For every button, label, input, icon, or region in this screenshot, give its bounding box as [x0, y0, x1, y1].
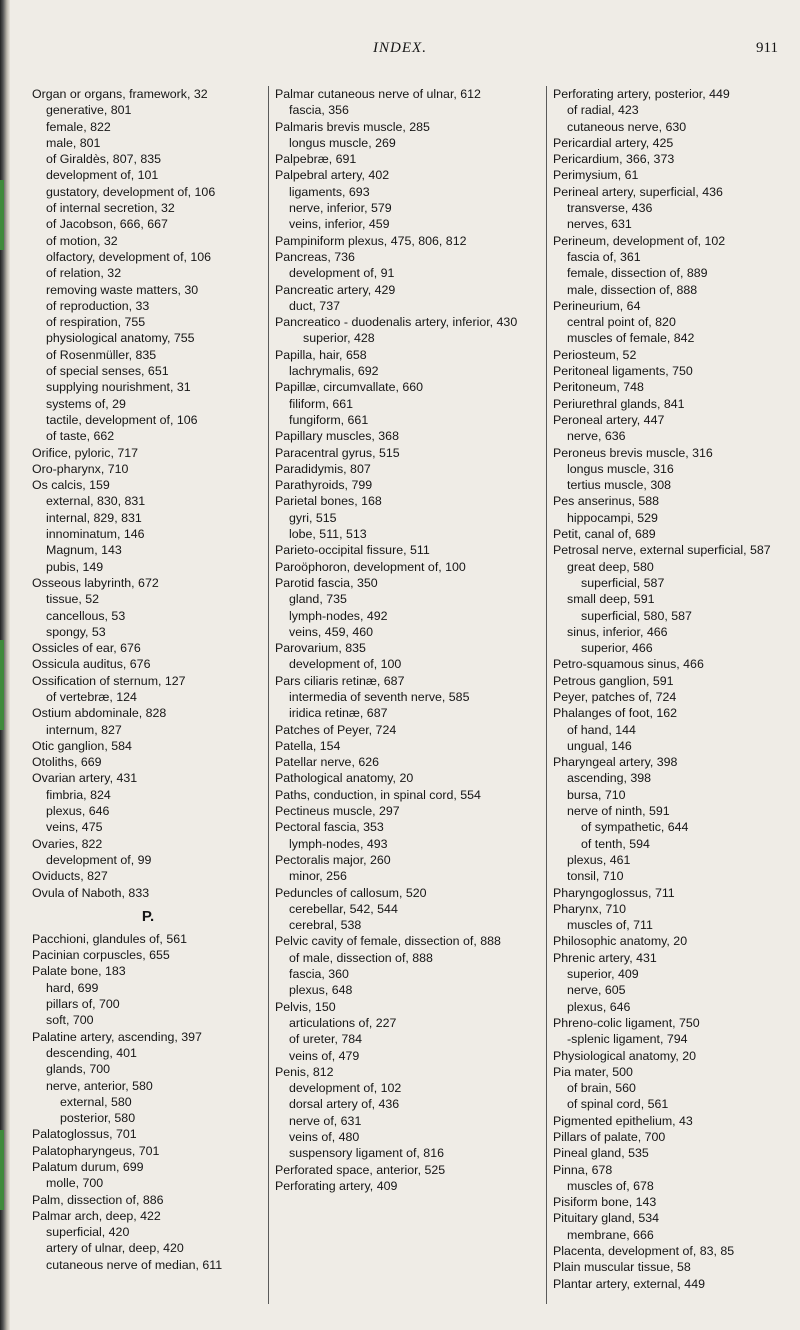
index-entry: Perimysium, 61 [553, 168, 639, 183]
index-entry: Pelvis, 150 [275, 999, 336, 1014]
index-entry: -splenic ligament, 794 [567, 1032, 688, 1047]
index-entry: nerve of, 631 [289, 1113, 362, 1128]
index-entry: central point of, 820 [567, 315, 676, 330]
index-entry: veins, inferior, 459 [289, 217, 390, 232]
index-entry: fascia, 360 [289, 967, 349, 982]
index-entry: Pacchioni, glandules of, 561 [32, 931, 187, 946]
index-entry: Oviducts, 827 [32, 869, 108, 884]
index-entry: Orifice, pyloric, 717 [32, 445, 139, 460]
index-entry: Pancreatico - duodenalis artery, inferior, 430 [275, 315, 518, 330]
index-entry: Perineum, development of, 102 [553, 233, 726, 248]
index-entry: fascia, 356 [289, 103, 349, 118]
index-entry: Petro-squamous sinus, 466 [553, 657, 704, 672]
index-entry: tonsil, 710 [567, 869, 624, 884]
index-entry: veins, 459, 460 [289, 624, 374, 639]
index-entry: supplying nourishment, 31 [46, 380, 191, 395]
index-entry: of tenth, 594 [581, 836, 650, 851]
index-entry: Patella, 154 [275, 738, 341, 753]
index-entry: Peroneus brevis muscle, 316 [553, 445, 713, 460]
index-entry: Pathological anatomy, 20 [275, 771, 414, 786]
index-entry: of taste, 662 [46, 429, 115, 444]
index-entry: Parotid fascia, 350 [275, 575, 378, 590]
index-entry: Ostium abdominale, 828 [32, 706, 167, 721]
index-entry: Palmaris brevis muscle, 285 [275, 119, 430, 134]
index-entry: nerves, 631 [567, 217, 632, 232]
index-entry: of vertebræ, 124 [46, 689, 137, 704]
index-entry: Papillæ, circumvallate, 660 [275, 380, 424, 395]
index-entry: transverse, 436 [567, 201, 653, 216]
index-entry: Pia mater, 500 [553, 1064, 633, 1079]
index-entry: minor, 256 [289, 869, 347, 884]
index-entry: nerve, 605 [567, 983, 626, 998]
index-entry: Petrosal nerve, external superficial, 587 [553, 543, 771, 558]
index-entry: Peyer, patches of, 724 [553, 689, 677, 704]
index-entry: of Jacobson, 666, 667 [46, 217, 168, 232]
index-entry: nerve, anterior, 580 [46, 1078, 153, 1093]
index-entry: Petit, canal of, 689 [553, 527, 656, 542]
index-entry: Pineal gland, 535 [553, 1146, 649, 1161]
index-entry: Peritoneum, 748 [553, 380, 644, 395]
index-entry: development of, 100 [289, 657, 402, 672]
index-entry: Pigmented epithelium, 43 [553, 1113, 693, 1128]
index-entry: Perineurium, 64 [553, 298, 641, 313]
index-entry: Placenta, development of, 83, 85 [553, 1244, 735, 1259]
index-entry: Ovula of Naboth, 833 [32, 885, 150, 900]
index-entry: Pharyngeal artery, 398 [553, 755, 678, 770]
index-entry: articulations of, 227 [289, 1015, 397, 1030]
index-entry: Organ or organs, framework, 32 [32, 87, 208, 101]
index-entry: iridica retinæ, 687 [289, 706, 388, 721]
index-entry: cutaneous nerve, 630 [567, 119, 687, 134]
index-entry: small deep, 591 [567, 592, 655, 607]
index-entry: Paradidymis, 807 [275, 461, 371, 476]
index-entry: Perforating artery, 409 [275, 1178, 398, 1193]
index-entry: development of, 101 [46, 168, 159, 183]
index-entry: intermedia of seventh nerve, 585 [289, 689, 470, 704]
index-entry: cerebellar, 542, 544 [289, 901, 398, 916]
index-entry: development of, 91 [289, 266, 395, 281]
index-entry: Parieto-occipital fissure, 511 [275, 543, 430, 558]
index-entry: Parovarium, 835 [275, 641, 366, 656]
index-entry: Palpebral artery, 402 [275, 168, 390, 183]
index-entry: Patellar nerve, 626 [275, 755, 380, 770]
index-entry: muscles of, 711 [567, 918, 653, 933]
index-entry: Ossification of sternum, 127 [32, 673, 186, 688]
index-entry: Pampiniform plexus, 475, 806, 812 [275, 233, 467, 248]
index-entry: Pancreas, 736 [275, 249, 355, 264]
index-entry: Pillars of palate, 700 [553, 1130, 666, 1144]
index-entry: Ovarian artery, 431 [32, 771, 138, 786]
index-entry: Philosophic anatomy, 20 [553, 934, 688, 949]
index-entry: Pectineus muscle, 297 [275, 804, 400, 819]
column-rule [268, 86, 269, 1304]
index-entry: external, 830, 831 [46, 494, 146, 509]
index-entry: male, 801 [46, 135, 101, 150]
index-entry: development of, 99 [46, 852, 152, 867]
index-entry: tertius muscle, 308 [567, 478, 671, 493]
index-entry: of internal secretion, 32 [46, 201, 175, 216]
running-title: INDEX. [373, 40, 427, 56]
index-entry: lobe, 511, 513 [289, 527, 367, 542]
column-rule [546, 86, 547, 1304]
index-entry: longus muscle, 316 [567, 461, 674, 476]
index-entry: sinus, inferior, 466 [567, 624, 668, 639]
index-entry: dorsal artery of, 436 [289, 1097, 400, 1112]
index-entry: soft, 700 [46, 1013, 94, 1028]
index-entry: gyri, 515 [289, 510, 337, 525]
index-entry: Otic ganglion, 584 [32, 738, 132, 753]
index-entry: fimbria, 824 [46, 787, 111, 802]
index-entry: muscles of female, 842 [567, 331, 695, 346]
index-entry: Pericardial artery, 425 [553, 135, 674, 150]
index-entry: fascia of, 361 [567, 249, 641, 264]
index-entry: Ovaries, 822 [32, 836, 103, 851]
index-entry: Paths, conduction, in spinal cord, 554 [275, 787, 481, 802]
index-entry: Palmar cutaneous nerve of ulnar, 612 [275, 87, 481, 101]
index-entry: Paracentral gyrus, 515 [275, 445, 400, 460]
index-entry: gustatory, development of, 106 [46, 184, 216, 199]
index-entry: of hand, 144 [567, 722, 636, 737]
index-entry: Pericardium, 366, 373 [553, 152, 675, 167]
index-entry: Palatopharyngeus, 701 [32, 1143, 160, 1158]
index-entry: Parietal bones, 168 [275, 494, 382, 509]
index-entry: of relation, 32 [46, 266, 122, 281]
index-entry: external, 580 [60, 1094, 132, 1109]
index-entry: superficial, 587 [581, 575, 665, 590]
index-entry: Physiological anatomy, 20 [553, 1048, 697, 1063]
index-entry: tactile, development of, 106 [46, 412, 198, 427]
binding-thread-mark [0, 180, 4, 250]
index-entry: removing waste matters, 30 [46, 282, 199, 297]
index-entry: ligaments, 693 [289, 184, 370, 199]
index-entry: cerebral, 538 [289, 918, 362, 933]
binding-thread-mark [0, 1130, 4, 1210]
index-entry: Pharynx, 710 [553, 901, 627, 916]
index-entry: development of, 102 [289, 1081, 402, 1096]
index-entry: ungual, 146 [567, 738, 632, 753]
index-entry: Parathyroids, 799 [275, 478, 373, 493]
page-header [0, 40, 800, 60]
index-entry: lymph-nodes, 493 [289, 836, 388, 851]
index-entry: physiological anatomy, 755 [46, 331, 195, 346]
index-column-2 [275, 86, 539, 1306]
index-entry: plexus, 646 [567, 999, 631, 1014]
index-entry: Pituitary gland, 534 [553, 1211, 660, 1226]
index-entry: Perforated space, anterior, 525 [275, 1162, 446, 1177]
index-entry: plexus, 646 [46, 804, 110, 819]
index-entry: superior, 409 [567, 967, 639, 982]
index-entry: Pectoralis major, 260 [275, 852, 391, 867]
index-entry: Phalanges of foot, 162 [553, 706, 678, 721]
index-entry: Pacinian corpuscles, 655 [32, 948, 170, 963]
index-entry: muscles of, 678 [567, 1178, 654, 1193]
index-entry: Periurethral glands, 841 [553, 396, 685, 411]
index-entry: plexus, 648 [289, 983, 353, 998]
index-entry: Pinna, 678 [553, 1162, 613, 1177]
index-entry: lymph-nodes, 492 [289, 608, 388, 623]
index-entry: of ureter, 784 [289, 1032, 363, 1047]
index-entry: Plantar artery, external, 449 [553, 1276, 705, 1291]
index-entry: Peduncles of callosum, 520 [275, 885, 427, 900]
index-entry: Pisiform bone, 143 [553, 1195, 657, 1210]
index-entry: Pelvic cavity of female, dissection of, 888 [275, 934, 501, 949]
index-entry: posterior, 580 [60, 1111, 136, 1126]
index-entry: of male, dissection of, 888 [289, 950, 433, 965]
index-entry: longus muscle, 269 [289, 135, 396, 150]
index-entry: Palatine artery, ascending, 397 [32, 1029, 202, 1044]
index-entry: Papilla, hair, 658 [275, 347, 367, 362]
index-entry: Phrenic artery, 431 [553, 950, 657, 965]
index-entry: Petrous ganglion, 591 [553, 673, 674, 688]
index-entry: of special senses, 651 [46, 364, 169, 379]
index-entry: veins of, 480 [289, 1130, 360, 1144]
index-entry: female, dissection of, 889 [567, 266, 708, 281]
index-entry: Papillary muscles, 368 [275, 429, 399, 444]
index-entry: descending, 401 [46, 1045, 137, 1060]
index-entry: Ossicula auditus, 676 [32, 657, 151, 672]
index-entry: pillars of, 700 [46, 997, 120, 1012]
index-entry: generative, 801 [46, 103, 132, 118]
index-entry: fungiform, 661 [289, 412, 369, 427]
index-entry: Os calcis, 159 [32, 478, 110, 493]
index-entry: superior, 428 [303, 331, 375, 346]
index-entry: Plain muscular tissue, 58 [553, 1260, 691, 1275]
index-entry: of Rosenmüller, 835 [46, 347, 157, 362]
index-entry: lachrymalis, 692 [289, 364, 379, 379]
index-entry: hippocampi, 529 [567, 510, 658, 525]
index-entry: male, dissection of, 888 [567, 282, 698, 297]
index-entry: hard, 699 [46, 980, 99, 995]
index-entry: nerve, 636 [567, 429, 626, 444]
index-entry: Pars ciliaris retinæ, 687 [275, 673, 405, 688]
index-column-3 [553, 86, 800, 1306]
index-entry: Pharyngoglossus, 711 [553, 885, 675, 900]
index-entry: of sympathetic, 644 [581, 820, 689, 835]
index-entry: bursa, 710 [567, 787, 626, 802]
index-entry: Palatoglossus, 701 [32, 1127, 137, 1142]
index-entry: veins of, 479 [289, 1048, 360, 1063]
index-entry: glands, 700 [46, 1062, 111, 1077]
index-entry: pubis, 149 [46, 559, 104, 574]
index-entry: membrane, 666 [567, 1227, 654, 1242]
binding-thread-mark [0, 640, 4, 730]
index-entry: superficial, 420 [46, 1225, 130, 1240]
index-entry: of Giraldès, 807, 835 [46, 152, 162, 167]
index-entry: Palm, dissection of, 886 [32, 1192, 164, 1207]
index-entry: Palate bone, 183 [32, 964, 126, 979]
index-entry: of respiration, 755 [46, 315, 146, 330]
index-entry: Penis, 812 [275, 1064, 334, 1079]
index-entry: Periosteum, 52 [553, 347, 637, 362]
index-entry: Ossicles of ear, 676 [32, 641, 141, 656]
index-entry: Magnum, 143 [46, 543, 122, 558]
index-entry: internal, 829, 831 [46, 510, 142, 525]
index-entry: olfactory, development of, 106 [46, 249, 212, 264]
index-entry: of radial, 423 [567, 103, 639, 118]
index-entry: of motion, 32 [46, 233, 118, 248]
index-entry: nerve, inferior, 579 [289, 201, 392, 216]
index-entry: Phreno-colic ligament, 750 [553, 1015, 700, 1030]
index-entry: Pectoral fascia, 353 [275, 820, 384, 835]
index-entry: artery of ulnar, deep, 420 [46, 1241, 184, 1256]
section-letter: P. [141, 907, 155, 925]
index-entry: superior, 466 [581, 641, 653, 656]
index-entry: female, 822 [46, 119, 111, 134]
index-entry: cutaneous nerve of median, 611 [46, 1257, 223, 1272]
index-entry: Perforating artery, posterior, 449 [553, 87, 730, 101]
index-entry: cancellous, 53 [46, 608, 126, 623]
index-entry: suspensory ligament of, 816 [289, 1146, 444, 1161]
index-entry: duct, 737 [289, 298, 340, 313]
index-entry: plexus, 461 [567, 852, 631, 867]
index-entry: molle, 700 [46, 1176, 104, 1191]
index-entry: great deep, 580 [567, 559, 654, 574]
index-entry: Peroneal artery, 447 [553, 412, 665, 427]
index-column-1 [32, 86, 264, 1306]
index-entry: Palmar arch, deep, 422 [32, 1208, 161, 1223]
index-entry: spongy, 53 [46, 624, 106, 639]
index-entry: gland, 735 [289, 592, 347, 607]
index-entry: Peritoneal ligaments, 750 [553, 364, 693, 379]
index-entry: ascending, 398 [567, 771, 652, 786]
index-entry: Oro-pharynx, 710 [32, 461, 129, 476]
index-entry: nerve of ninth, 591 [567, 804, 670, 819]
index-entry: Pes anserinus, 588 [553, 494, 660, 509]
index-entry: of spinal cord, 561 [567, 1097, 669, 1112]
index-entry: filiform, 661 [289, 396, 354, 411]
index-entry: innominatum, 146 [46, 527, 145, 542]
index-entry: of reproduction, 33 [46, 298, 150, 313]
index-entry: Paroöphoron, development of, 100 [275, 559, 466, 574]
index-entry: Pancreatic artery, 429 [275, 282, 396, 297]
index-entry: superficial, 580, 587 [581, 608, 692, 623]
index-entry: of brain, 560 [567, 1081, 636, 1096]
index-entry: Otoliths, 669 [32, 755, 102, 770]
index-entry: veins, 475 [46, 820, 103, 835]
index-entry: Perineal artery, superficial, 436 [553, 184, 723, 199]
index-entry: systems of, 29 [46, 396, 126, 411]
index-entry: tissue, 52 [46, 592, 100, 607]
index-entry: Palpebræ, 691 [275, 152, 357, 167]
index-entry: Patches of Peyer, 724 [275, 722, 397, 737]
index-entry: Osseous labyrinth, 672 [32, 575, 159, 590]
page-number: 911 [756, 40, 778, 56]
index-entry: Palatum durum, 699 [32, 1160, 144, 1174]
index-entry: internum, 827 [46, 722, 122, 737]
